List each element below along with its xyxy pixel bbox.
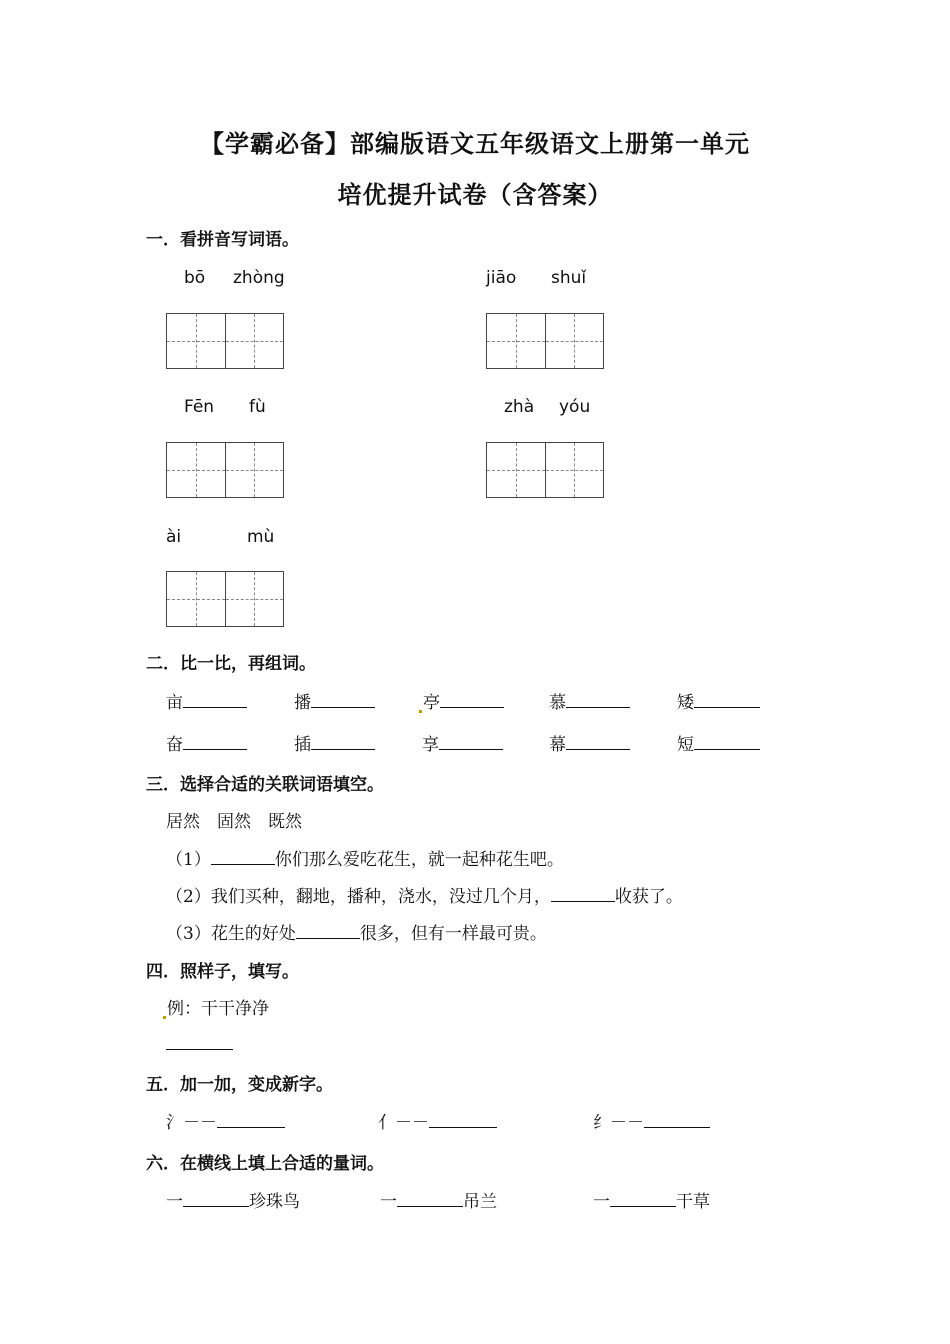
compare-item	[419, 688, 504, 713]
compare-item	[294, 688, 375, 713]
char: 幕	[549, 735, 566, 755]
answer-blank[interactable]	[311, 732, 375, 750]
pinyin: shuǐ	[551, 268, 587, 288]
answer-blank[interactable]	[211, 847, 275, 865]
answer-blank[interactable]	[296, 921, 360, 939]
answer-blank[interactable]	[183, 732, 247, 750]
pinyin: fù	[249, 397, 266, 417]
answer-blank[interactable]	[397, 1189, 463, 1207]
section-6-heading: 六．在横线上填上合适的量词。	[146, 1154, 384, 1174]
compare-item	[549, 730, 630, 755]
char: 亩	[166, 693, 183, 713]
page-subtitle: 培优提升试卷（含答案）	[337, 181, 613, 209]
compare-item	[677, 688, 760, 713]
section-5-heading: 五．加一加，变成新字。	[146, 1075, 333, 1095]
char: 亭	[423, 693, 440, 713]
answer-blank[interactable]	[183, 690, 247, 708]
answer-blank[interactable]	[566, 732, 630, 750]
writing-grid-2[interactable]	[486, 313, 604, 369]
measure-item-2: 一 吊兰	[380, 1187, 497, 1212]
answer-blank[interactable]	[311, 690, 375, 708]
answer-blank[interactable]	[439, 732, 503, 750]
question-3: （3）花生的好处 很多，但有一样最可贵。	[166, 919, 547, 944]
writing-grid-1[interactable]	[166, 313, 284, 369]
compare-item	[549, 688, 630, 713]
compare-item	[422, 730, 503, 755]
add-item-2: 亻－－	[378, 1108, 497, 1133]
measure-item-1: 一 珍珠鸟	[166, 1187, 300, 1212]
add-item-1: 氵－－	[166, 1108, 285, 1133]
add-item-3: 纟－－	[593, 1108, 710, 1133]
section-1-heading: 一．看拼音写词语。	[146, 230, 299, 250]
char: 慕	[549, 693, 566, 713]
question-2: （2）我们买种，翻地，播种，浇水，没过几个月， 收获了。	[166, 882, 683, 907]
compare-item	[166, 688, 247, 713]
writing-grid-5[interactable]	[166, 571, 284, 627]
compare-item	[677, 730, 760, 755]
mark-dot	[419, 710, 422, 713]
char: 插	[294, 735, 311, 755]
compare-item	[294, 730, 375, 755]
answer-blank[interactable]	[644, 1110, 710, 1128]
word-options: 居然 固然 既然	[166, 812, 302, 832]
pinyin: zhà	[504, 397, 535, 417]
writing-grid-4[interactable]	[486, 442, 604, 498]
mark-dot	[163, 1016, 166, 1019]
answer-blank[interactable]	[429, 1110, 497, 1128]
answer-blank[interactable]	[166, 1049, 233, 1050]
answer-blank[interactable]	[566, 690, 630, 708]
section-4-heading: 四．照样子，填写。	[146, 962, 299, 982]
char: 享	[422, 735, 439, 755]
pinyin: zhòng	[233, 268, 285, 288]
answer-blank[interactable]	[694, 690, 760, 708]
question-1: （1） 你们那么爱吃花生，就一起种花生吧。	[166, 845, 564, 870]
char: 矮	[677, 693, 694, 713]
answer-blank[interactable]	[610, 1189, 676, 1207]
char: 播	[294, 693, 311, 713]
example-text: 例：干干净净	[163, 994, 269, 1019]
compare-item	[166, 730, 247, 755]
page-title: 【学霸必备】部编版语文五年级语文上册第一单元	[200, 130, 750, 158]
char: 奋	[166, 735, 183, 755]
pinyin: ài	[166, 527, 182, 547]
section-2-heading: 二．比一比，再组词。	[146, 654, 316, 674]
answer-blank[interactable]	[551, 884, 615, 902]
writing-grid-3[interactable]	[166, 442, 284, 498]
answer-blank[interactable]	[183, 1189, 249, 1207]
pinyin: yóu	[559, 397, 591, 417]
answer-blank[interactable]	[217, 1110, 285, 1128]
pinyin: jiāo	[486, 268, 517, 288]
measure-item-3: 一 干草	[593, 1187, 710, 1212]
answer-blank[interactable]	[694, 732, 760, 750]
pinyin: Fēn	[184, 397, 215, 417]
pinyin: mù	[247, 527, 275, 547]
section-3-heading: 三．选择合适的关联词语填空。	[146, 775, 384, 795]
pinyin: bō	[184, 268, 206, 288]
answer-blank[interactable]	[440, 690, 504, 708]
char: 短	[677, 735, 694, 755]
